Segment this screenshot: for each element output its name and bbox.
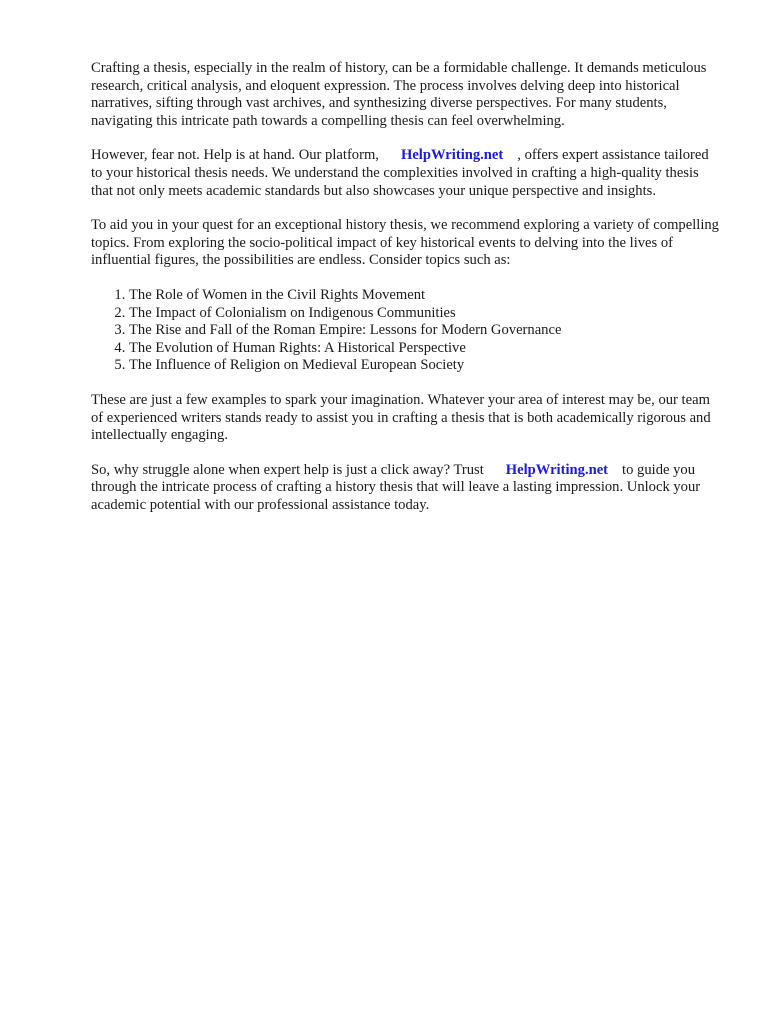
intro-paragraph: Crafting a thesis, especially in the realm of history, can be a formidable challenge. It demands meticulous research, critical analysis, and eloquent expression. The process involves delving deep into historical narratives, sifting through vast archives, and synthesizing diverse perspectives. For many students, navigating this intricate path towards a compelling thesis can feel overwhelming. [91, 60, 707, 129]
examples-paragraph: These are just a few examples to spark your imagination. Whatever your area of interest may be, our team of experienced writers stands ready to assist you in crafting a thesis that is both academically rigorous and intellectually engaging. [91, 391, 711, 444]
topics-list [91, 287, 721, 375]
list-item: 2. The Impact of Colonialism on Indigenous Communities [129, 305, 721, 323]
list-item: 4. The Evolution of Human Rights: A Historical Perspective [129, 340, 721, 358]
list-item: 1. The Role of Women in the Civil Rights Movement [129, 287, 721, 305]
platform-text-after: , offers expert assistance tailored to your historical thesis needs. We understand the complexities involved in crafting a high-quality thesis that not only meets academic standards but also showcases your unique perspective and insights. [91, 147, 709, 199]
closing-text-before: So, why struggle alone when expert help is just a click away? Trust [91, 461, 484, 478]
helpwriting-link[interactable]: HelpWriting.net [505, 461, 609, 478]
closing-text-after: to guide you through the intricate process of crafting a history thesis that will leave a lasting impression. Unlock your academic potential with our professional assistance today. [91, 461, 701, 513]
topics-intro-paragraph: To aid you in your quest for an exceptional history thesis, we recommend exploring a variety of compelling topics. From exploring the socio-political impact of key historical events to delving into the lives of influential figures, the possibilities are endless. Consider topics such as: [91, 217, 719, 269]
helpwriting-link[interactable]: HelpWriting.net [400, 147, 504, 164]
platform-text-before: However, fear not. Help is at hand. Our platform, [91, 147, 379, 164]
list-item: 3. The Rise and Fall of the Roman Empire: Lessons for Modern Governance [129, 322, 721, 340]
closing-paragraph [91, 462, 721, 515]
list-item: 5. The Influence of Religion on Medieval European Society [129, 357, 721, 375]
platform-paragraph [91, 147, 721, 200]
document-body [91, 60, 721, 531]
